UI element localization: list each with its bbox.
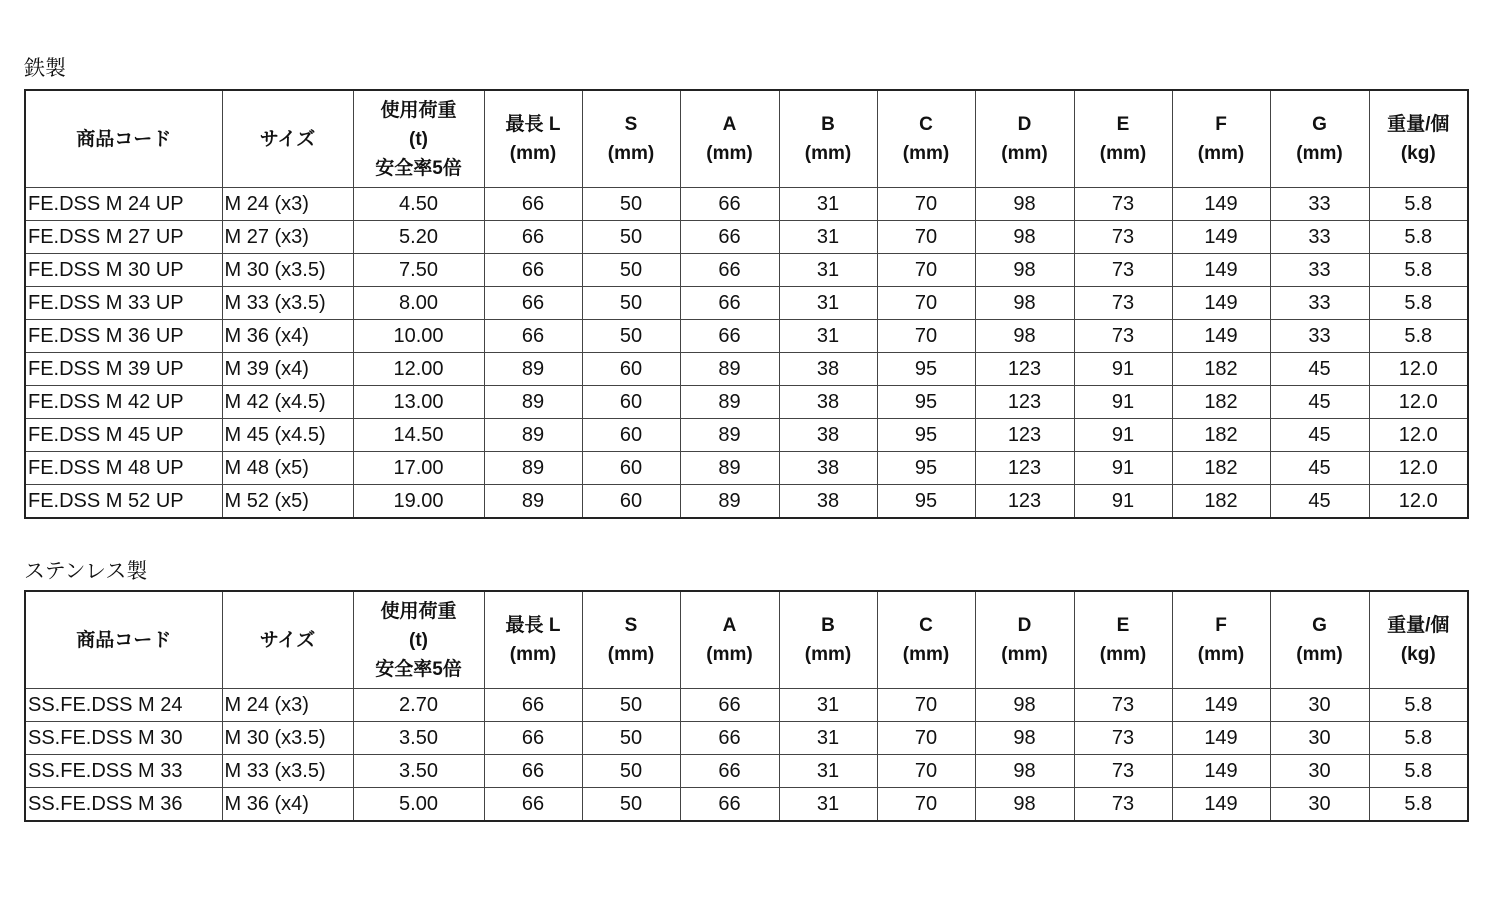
table-cell: 98 [975, 254, 1074, 287]
table-cell: 70 [877, 755, 975, 788]
table-cell: 149 [1172, 689, 1270, 722]
column-header [975, 90, 1074, 188]
column-header [25, 591, 222, 689]
table-cell: 95 [877, 386, 975, 419]
table-cell: 91 [1074, 452, 1172, 485]
column-header [222, 90, 353, 188]
table-cell: 7.50 [353, 254, 484, 287]
column-header-line: (mm) [1197, 644, 1245, 665]
table-cell: 89 [680, 452, 779, 485]
table-cell: M 33 (x3.5) [222, 755, 353, 788]
section-title-stainless: ステンレス製 [24, 560, 148, 583]
table-cell: 17.00 [353, 452, 484, 485]
table-cell: 38 [779, 353, 877, 386]
table-cell: 149 [1172, 254, 1270, 287]
table-cell: M 36 (x4) [222, 320, 353, 353]
table-cell: 50 [582, 755, 680, 788]
table-cell: SS.FE.DSS M 24 [25, 689, 222, 722]
table-row [25, 755, 1468, 788]
table-cell: 33 [1270, 221, 1369, 254]
table-cell: 31 [779, 254, 877, 287]
column-header [582, 591, 680, 689]
table-cell: FE.DSS M 39 UP [25, 353, 222, 386]
table-cell: 66 [484, 287, 582, 320]
column-header [877, 90, 975, 188]
table-cell: M 36 (x4) [222, 788, 353, 822]
table-cell: 91 [1074, 386, 1172, 419]
column-header [779, 90, 877, 188]
table-cell: M 48 (x5) [222, 452, 353, 485]
column-header-line: (mm) [607, 644, 655, 665]
column-header-line: (mm) [902, 644, 950, 665]
table-cell: 30 [1270, 788, 1369, 822]
table-cell: 31 [779, 722, 877, 755]
table-row [25, 485, 1468, 519]
column-header [582, 90, 680, 188]
column-header [484, 591, 582, 689]
table-cell: 73 [1074, 188, 1172, 221]
column-header-line: E [1116, 615, 1130, 636]
column-header-line: (kg) [1400, 644, 1436, 665]
table-cell: M 45 (x4.5) [222, 419, 353, 452]
table-cell: 73 [1074, 755, 1172, 788]
table-cell: 12.00 [353, 353, 484, 386]
column-header-line: (mm) [1296, 644, 1343, 665]
column-header [877, 591, 975, 689]
column-header-line: 安全率5倍 [375, 157, 462, 179]
table-cell: 98 [975, 221, 1074, 254]
table-cell: 5.8 [1369, 788, 1468, 822]
table-cell: 123 [975, 353, 1074, 386]
table-cell: 73 [1074, 320, 1172, 353]
table-cell: 98 [975, 188, 1074, 221]
column-header-line: (mm) [804, 143, 852, 164]
table-cell: 50 [582, 254, 680, 287]
table-row [25, 320, 1468, 353]
table-cell: 182 [1172, 452, 1270, 485]
table-cell: 89 [680, 386, 779, 419]
table-cell: 50 [582, 221, 680, 254]
table-cell: 4.50 [353, 188, 484, 221]
table-cell: 45 [1270, 353, 1369, 386]
table-cell: 66 [484, 320, 582, 353]
column-header-line: 使用荷重 [380, 99, 457, 121]
table-cell: 33 [1270, 287, 1369, 320]
table-cell: 33 [1270, 320, 1369, 353]
table-cell: 5.8 [1369, 320, 1468, 353]
table-cell: 5.8 [1369, 722, 1468, 755]
column-header-line: (mm) [902, 143, 950, 164]
table-cell: 73 [1074, 722, 1172, 755]
table-cell: 70 [877, 722, 975, 755]
column-header-line: サイズ [259, 629, 316, 651]
table-cell: 60 [582, 485, 680, 519]
table-cell: 45 [1270, 419, 1369, 452]
column-header [222, 591, 353, 689]
column-header [779, 591, 877, 689]
table-row [25, 254, 1468, 287]
table-cell: 89 [484, 386, 582, 419]
table-cell: 149 [1172, 188, 1270, 221]
table-cell: 123 [975, 386, 1074, 419]
table-cell: 50 [582, 188, 680, 221]
table-cell: 98 [975, 287, 1074, 320]
table-cell: 31 [779, 287, 877, 320]
column-header [1074, 591, 1172, 689]
column-header-line: D [1017, 615, 1032, 636]
table-cell: 66 [484, 254, 582, 287]
table-row [25, 788, 1468, 822]
table-row [25, 353, 1468, 386]
table-cell: 70 [877, 320, 975, 353]
column-header-line: (mm) [509, 644, 557, 665]
table-cell: 38 [779, 452, 877, 485]
table-cell: 182 [1172, 353, 1270, 386]
table-cell: 149 [1172, 722, 1270, 755]
table-cell: 33 [1270, 254, 1369, 287]
table-cell: 60 [582, 419, 680, 452]
table-cell: 45 [1270, 485, 1369, 519]
table-cell: FE.DSS M 33 UP [25, 287, 222, 320]
table-row [25, 452, 1468, 485]
table-cell: 38 [779, 485, 877, 519]
table-cell: 98 [975, 689, 1074, 722]
column-header-line: S [624, 615, 638, 636]
table-cell: 45 [1270, 386, 1369, 419]
table-cell: 12.0 [1369, 353, 1468, 386]
table-cell: 91 [1074, 485, 1172, 519]
table-cell: 50 [582, 722, 680, 755]
table-cell: 70 [877, 788, 975, 822]
table-cell: M 33 (x3.5) [222, 287, 353, 320]
column-header [25, 90, 222, 188]
table-cell: SS.FE.DSS M 36 [25, 788, 222, 822]
table-cell: 60 [582, 386, 680, 419]
column-header-line: 重量/個 [1387, 114, 1450, 135]
column-header [680, 90, 779, 188]
column-header-line: S [624, 114, 638, 135]
table-cell: 31 [779, 788, 877, 822]
table-row [25, 188, 1468, 221]
table-cell: 123 [975, 485, 1074, 519]
table-cell: 149 [1172, 320, 1270, 353]
table-cell: FE.DSS M 45 UP [25, 419, 222, 452]
table-cell: 70 [877, 689, 975, 722]
table-cell: 12.0 [1369, 452, 1468, 485]
table-cell: 98 [975, 320, 1074, 353]
table-cell: 50 [582, 287, 680, 320]
column-header-line: G [1312, 114, 1327, 135]
column-header-line: (mm) [509, 143, 557, 164]
section-title-iron: 鉄製 [24, 57, 66, 80]
column-header-line: (mm) [607, 143, 655, 164]
column-header [1172, 90, 1270, 188]
table-cell: 38 [779, 386, 877, 419]
table-cell: 5.8 [1369, 287, 1468, 320]
table-header-row [25, 591, 1468, 689]
column-header [353, 591, 484, 689]
table-cell: 73 [1074, 689, 1172, 722]
column-header-line: (mm) [1001, 143, 1048, 164]
spec-table-iron [24, 89, 1469, 519]
table-cell: 66 [484, 188, 582, 221]
column-header-line: 使用荷重 [380, 600, 457, 622]
table-cell: 30 [1270, 755, 1369, 788]
table-header-row [25, 90, 1468, 188]
table-cell: 5.8 [1369, 188, 1468, 221]
table-cell: 73 [1074, 788, 1172, 822]
table-cell: 89 [484, 419, 582, 452]
table-cell: 89 [680, 419, 779, 452]
table-cell: 73 [1074, 254, 1172, 287]
table-cell: 50 [582, 788, 680, 822]
table-cell: 95 [877, 419, 975, 452]
table-cell: 66 [680, 221, 779, 254]
column-header-line: (mm) [706, 143, 753, 164]
table-cell: 10.00 [353, 320, 484, 353]
table-cell: 73 [1074, 287, 1172, 320]
table-cell: 33 [1270, 188, 1369, 221]
table-cell: 2.70 [353, 689, 484, 722]
table-cell: 5.00 [353, 788, 484, 822]
table-cell: 31 [779, 755, 877, 788]
table-cell: 123 [975, 419, 1074, 452]
column-header-line: C [919, 114, 933, 135]
table-cell: 95 [877, 353, 975, 386]
table-cell: 66 [680, 722, 779, 755]
table-cell: 70 [877, 188, 975, 221]
table-cell: 5.8 [1369, 755, 1468, 788]
table-cell: 89 [680, 353, 779, 386]
table-cell: 89 [680, 485, 779, 519]
table-cell: 66 [680, 788, 779, 822]
table-row [25, 722, 1468, 755]
table-cell: 66 [484, 788, 582, 822]
column-header [975, 591, 1074, 689]
table-row [25, 419, 1468, 452]
column-header-line: (kg) [1400, 143, 1436, 164]
table-cell: 60 [582, 353, 680, 386]
table-cell: 45 [1270, 452, 1369, 485]
column-header [1270, 90, 1369, 188]
table-row [25, 386, 1468, 419]
table-cell: 5.8 [1369, 689, 1468, 722]
table-cell: 12.0 [1369, 419, 1468, 452]
table-cell: 31 [779, 689, 877, 722]
table-cell: 91 [1074, 419, 1172, 452]
column-header-line: 安全率5倍 [375, 658, 462, 680]
table-cell: FE.DSS M 48 UP [25, 452, 222, 485]
column-header-line: (mm) [706, 644, 753, 665]
column-header-line: E [1116, 114, 1130, 135]
table-cell: 66 [484, 689, 582, 722]
table-cell: 14.50 [353, 419, 484, 452]
table-cell: FE.DSS M 27 UP [25, 221, 222, 254]
table-cell: 5.8 [1369, 221, 1468, 254]
column-header-line: サイズ [259, 128, 316, 150]
table-cell: 19.00 [353, 485, 484, 519]
column-header-line: (mm) [1099, 644, 1147, 665]
column-header-line: (t) [409, 128, 428, 150]
table-cell: 3.50 [353, 755, 484, 788]
table-cell: 12.0 [1369, 386, 1468, 419]
column-header-line: G [1312, 615, 1327, 636]
column-header-line: B [821, 615, 835, 636]
table-cell: 60 [582, 452, 680, 485]
table-cell: 38 [779, 419, 877, 452]
column-header-line: 最長 L [505, 114, 561, 135]
column-header [1270, 591, 1369, 689]
table-cell: 8.00 [353, 287, 484, 320]
table-cell: 3.50 [353, 722, 484, 755]
table-cell: 98 [975, 788, 1074, 822]
column-header-line: C [919, 615, 933, 636]
table-cell: FE.DSS M 36 UP [25, 320, 222, 353]
table-cell: 95 [877, 485, 975, 519]
table-cell: M 24 (x3) [222, 689, 353, 722]
column-header [1369, 591, 1468, 689]
column-header-line: D [1017, 114, 1032, 135]
column-header [1369, 90, 1468, 188]
column-header-line: (mm) [1197, 143, 1245, 164]
table-cell: 70 [877, 254, 975, 287]
table-row [25, 221, 1468, 254]
table-cell: M 52 (x5) [222, 485, 353, 519]
column-header-line: 商品コード [76, 629, 172, 651]
column-header [484, 90, 582, 188]
column-header-line: (mm) [1099, 143, 1147, 164]
column-header-line: A [722, 615, 737, 636]
table-cell: M 30 (x3.5) [222, 254, 353, 287]
column-header-line: (mm) [1001, 644, 1048, 665]
column-header-line: 商品コード [76, 128, 172, 150]
table-cell: 66 [680, 254, 779, 287]
table-cell: FE.DSS M 30 UP [25, 254, 222, 287]
column-header-line: (mm) [804, 644, 852, 665]
table-cell: SS.FE.DSS M 33 [25, 755, 222, 788]
table-cell: 182 [1172, 419, 1270, 452]
table-cell: 66 [484, 755, 582, 788]
table-cell: M 27 (x3) [222, 221, 353, 254]
table-cell: 50 [582, 320, 680, 353]
column-header [353, 90, 484, 188]
table-cell: M 30 (x3.5) [222, 722, 353, 755]
table-cell: 66 [484, 722, 582, 755]
table-cell: 12.0 [1369, 485, 1468, 519]
table-cell: 31 [779, 221, 877, 254]
column-header-line: (mm) [1296, 143, 1343, 164]
table-cell: 123 [975, 452, 1074, 485]
table-cell: 149 [1172, 287, 1270, 320]
table-cell: 13.00 [353, 386, 484, 419]
table-cell: 73 [1074, 221, 1172, 254]
table-cell: 89 [484, 485, 582, 519]
column-header-line: 最長 L [505, 615, 561, 636]
table-cell: 31 [779, 320, 877, 353]
table-cell: 66 [680, 320, 779, 353]
table-cell: 149 [1172, 788, 1270, 822]
table-cell: 66 [680, 689, 779, 722]
table-cell: 98 [975, 722, 1074, 755]
table-cell: 66 [484, 221, 582, 254]
table-cell: M 39 (x4) [222, 353, 353, 386]
table-cell: 70 [877, 221, 975, 254]
table-cell: 70 [877, 287, 975, 320]
table-cell: 91 [1074, 353, 1172, 386]
table-cell: 182 [1172, 485, 1270, 519]
table-cell: 182 [1172, 386, 1270, 419]
column-header-line: A [722, 114, 737, 135]
spec-table-stainless [24, 590, 1469, 822]
table-cell: 95 [877, 452, 975, 485]
table-cell: 149 [1172, 221, 1270, 254]
table-cell: 89 [484, 452, 582, 485]
table-cell: M 42 (x4.5) [222, 386, 353, 419]
table-cell: SS.FE.DSS M 30 [25, 722, 222, 755]
table-cell: 89 [484, 353, 582, 386]
table-cell: 66 [680, 755, 779, 788]
table-cell: FE.DSS M 24 UP [25, 188, 222, 221]
table-cell: 5.8 [1369, 254, 1468, 287]
column-header-line: (t) [409, 629, 428, 651]
column-header-line: F [1215, 114, 1227, 135]
table-cell: 149 [1172, 755, 1270, 788]
column-header [1074, 90, 1172, 188]
table-cell: 5.20 [353, 221, 484, 254]
column-header-line: B [821, 114, 835, 135]
table-cell: 66 [680, 287, 779, 320]
table-row [25, 287, 1468, 320]
table-cell: 31 [779, 188, 877, 221]
table-cell: 30 [1270, 689, 1369, 722]
table-cell: 98 [975, 755, 1074, 788]
column-header-line: 重量/個 [1387, 615, 1450, 636]
table-cell: FE.DSS M 52 UP [25, 485, 222, 519]
table-cell: 50 [582, 689, 680, 722]
table-row [25, 689, 1468, 722]
column-header [1172, 591, 1270, 689]
table-cell: 66 [680, 188, 779, 221]
table-cell: 30 [1270, 722, 1369, 755]
column-header [680, 591, 779, 689]
column-header-line: F [1215, 615, 1227, 636]
table-cell: FE.DSS M 42 UP [25, 386, 222, 419]
table-cell: M 24 (x3) [222, 188, 353, 221]
